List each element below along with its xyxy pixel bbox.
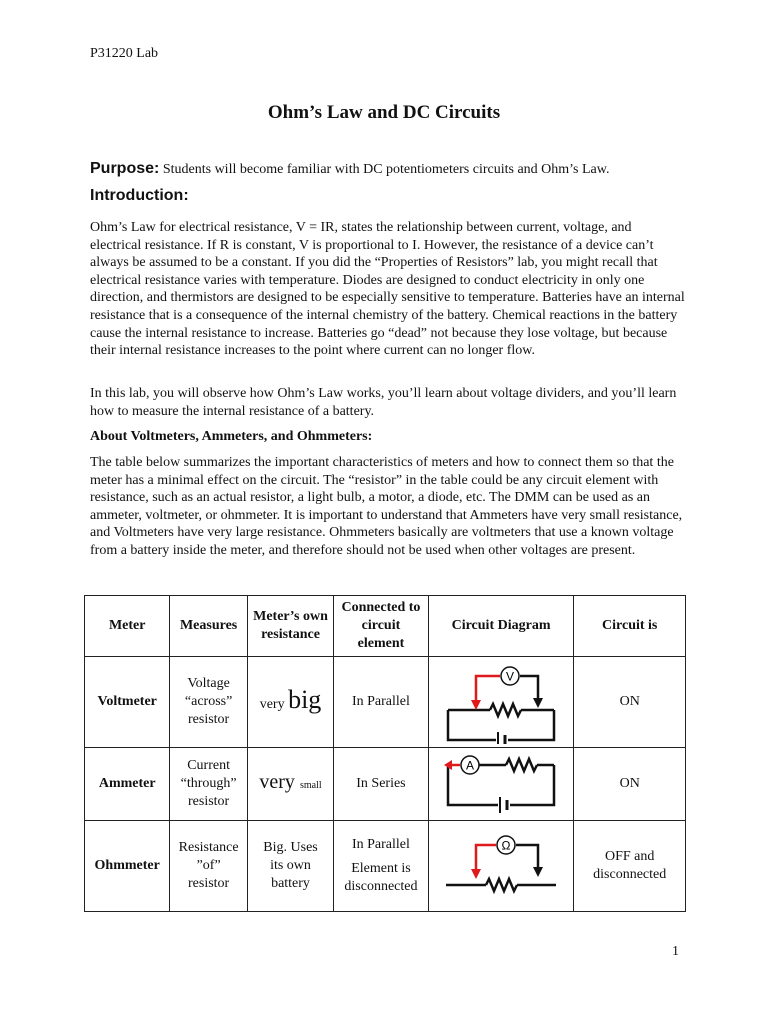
ammeter-symbol: A	[466, 758, 475, 773]
voltmeter-symbol: V	[506, 669, 515, 684]
table-header-row	[85, 596, 686, 657]
lab-label: P31220 Lab	[90, 46, 159, 61]
voltmeter-state: ON	[574, 657, 686, 748]
ohmmeter-name: Ohmmeter	[85, 821, 170, 912]
ohmmeter-resistance: Big. Uses its own battery	[247, 821, 333, 912]
voltmeter-resistance: very big	[247, 657, 333, 748]
ohmmeter-circuit-diagram	[428, 821, 574, 912]
ohmmeter-measures: Resistance ”of” resistor	[170, 821, 247, 912]
table-row	[85, 821, 686, 912]
ohmmeter-connection: In Parallel Element is disconnected	[334, 821, 428, 912]
ammeter-circuit-svg	[440, 751, 562, 817]
page-number: 1	[672, 944, 679, 959]
purpose-line	[90, 160, 690, 178]
ammeter-circuit-diagram	[428, 748, 574, 821]
meters-table	[84, 595, 686, 912]
ohmmeter-circuit-svg	[440, 833, 562, 899]
ammeter-connection: In Series	[334, 748, 428, 821]
voltmeter-circuit-svg	[440, 660, 562, 744]
intro-paragraph-2: In this lab, you will observe how Ohm’s Law works, you’ll learn about voltage dividers, and you’ll learn how to measure the internal resistance of a battery.	[90, 386, 677, 419]
meters-paragraph: The table below summarizes the important characteristics of meters and how to connect them so that the meter has a minimal effect on the circuit. The “resistor” in the table could be any circuit element with resistance, such as an actual resistor, a light bulb, a motor, a diode, etc. The DMM can be used as an ammeter, voltmeter, or ohmmeter. It is important to understand that Ammeters have very small resistance, and Voltmeters have very large resistance. Ohmmeters basically are voltmeters that use a known voltage from a battery inside the meter, and therefore should not be used when other voltages are present.	[90, 455, 683, 558]
ammeter-name: Ammeter	[85, 748, 170, 821]
voltmeter-connection: In Parallel	[334, 657, 428, 748]
page-title: Ohm’s Law and DC Circuits	[267, 102, 501, 123]
purpose-label: Purpose:	[90, 160, 160, 177]
header-meter: Meter	[85, 596, 170, 657]
table-row	[85, 748, 686, 821]
ammeter-resistance: very small	[247, 748, 333, 821]
voltmeter-name: Voltmeter	[85, 657, 170, 748]
header-measures: Measures	[170, 596, 247, 657]
header-connected: Connected to circuit element	[334, 596, 428, 657]
voltmeter-measures: Voltage “across” resistor	[170, 657, 247, 748]
ammeter-state: ON	[574, 748, 686, 821]
purpose-text: Students will become familiar with DC potentiometers circuits and Ohm’s Law.	[159, 162, 610, 177]
meters-heading: About Voltmeters, Ammeters, and Ohmmeters:	[90, 429, 373, 444]
header-circuit-is: Circuit is	[574, 596, 686, 657]
intro-paragraph-1: Ohm’s Law for electrical resistance, V = IR, states the relationship between current, voltage, and electrical resistance. If R is constant, V is proportional to I. However, the resistance of a device can’t always be assumed to be a constant. If you did the “Properties of Resistors” lab, you might recall that electrical resistance varies with temperature. Diodes are designed to conduct electricity in only one direction, and thermistors are designed to be especially sensitive to temperature. Batteries have an internal resistance that is a consequence of the internal chemistry of the battery. Chemical reactions in the battery cause the internal resistance to increase. Batteries go “dead” not because they lose voltage, but because their internal resistance increases to the point where current can no longer flow.	[90, 220, 685, 359]
header-circuit-diagram: Circuit Diagram	[428, 596, 574, 657]
introduction-heading: Introduction:	[90, 187, 189, 204]
header-own-resistance: Meter’s own resistance	[247, 596, 333, 657]
ammeter-measures: Current “through” resistor	[170, 748, 247, 821]
voltmeter-circuit-diagram	[428, 657, 574, 748]
ohmmeter-state: OFF and disconnected	[574, 821, 686, 912]
ohmmeter-symbol: Ω	[501, 838, 511, 853]
table-row	[85, 657, 686, 748]
